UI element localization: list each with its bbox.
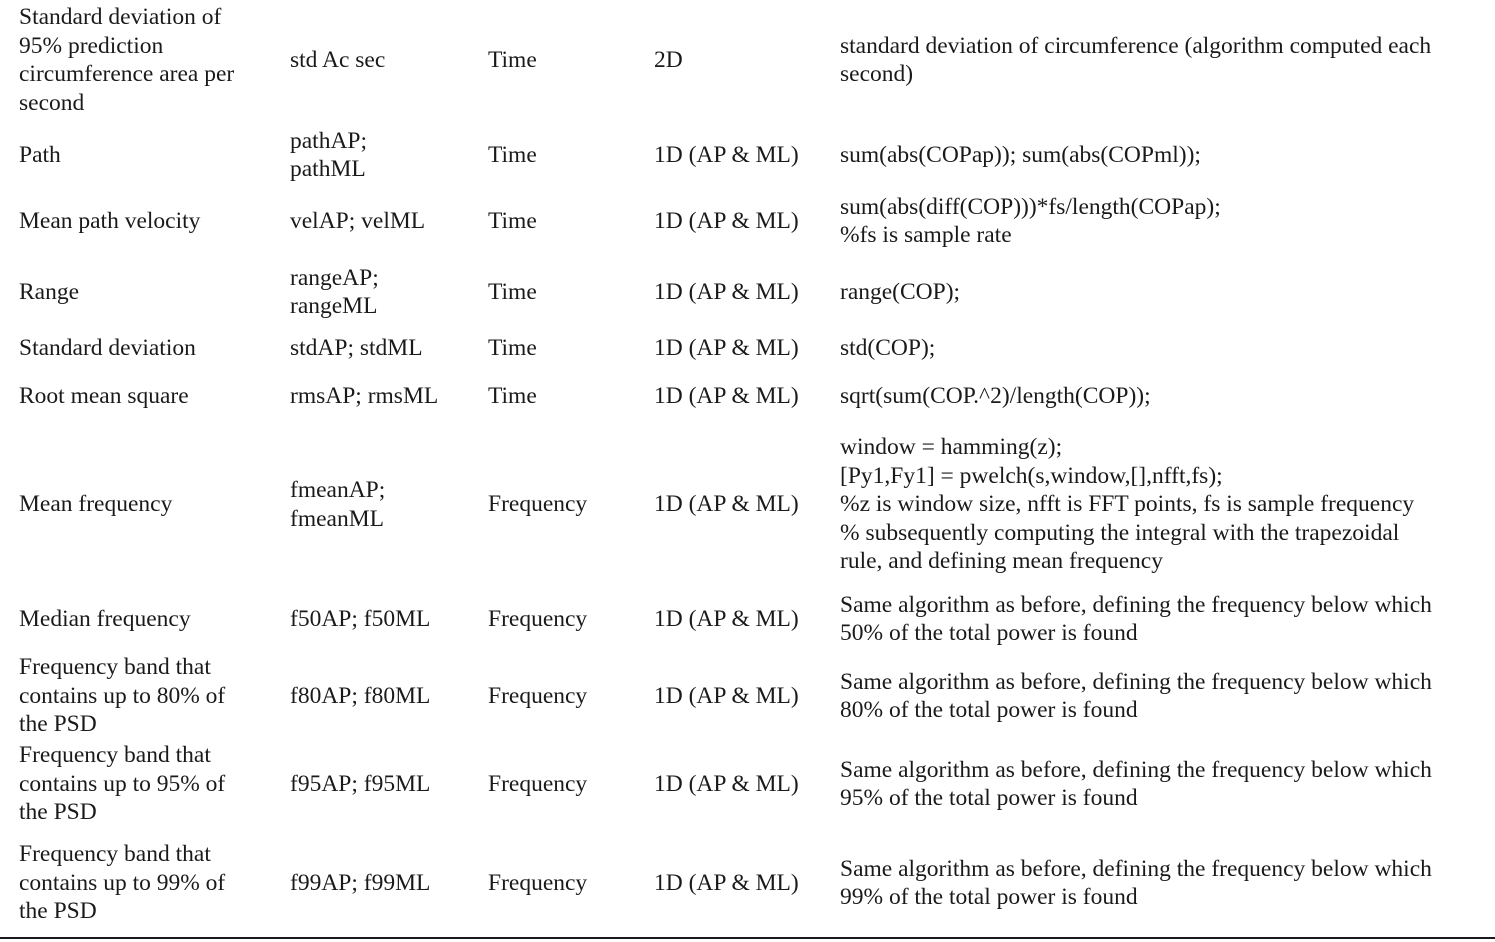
formula-cell bbox=[840, 741, 1485, 827]
feature-name-cell bbox=[19, 432, 274, 577]
domain-cell bbox=[488, 840, 648, 926]
dimension-cell bbox=[654, 653, 834, 739]
dimension-cell bbox=[654, 330, 834, 366]
formula: Same algorithm as before, defining the frequency below which 99% of the total power is found bbox=[840, 855, 1432, 910]
feature-name: Median frequency bbox=[19, 605, 191, 632]
feature-name: Root mean square bbox=[19, 382, 189, 409]
dimension: 1D (AP & ML) bbox=[654, 605, 799, 632]
table-row bbox=[0, 432, 1495, 577]
formula: range(COP); bbox=[840, 278, 961, 305]
feature-name-cell bbox=[19, 840, 274, 926]
dimension-cell bbox=[654, 263, 834, 321]
domain-cell bbox=[488, 590, 648, 648]
dimension: 1D (AP & ML) bbox=[654, 491, 799, 518]
domain: Frequency bbox=[488, 770, 588, 797]
abbreviation-cell bbox=[290, 126, 470, 184]
formula: Same algorithm as before, defining the frequency below which 95% of the total power is found bbox=[840, 756, 1432, 811]
formula-cell bbox=[840, 192, 1485, 250]
abbreviation: f80AP; f80ML bbox=[290, 682, 431, 709]
abbreviation-cell bbox=[290, 263, 470, 321]
domain: Time bbox=[488, 46, 537, 73]
table-row bbox=[0, 330, 1495, 366]
abbreviation: f99AP; f99ML bbox=[290, 869, 431, 896]
formula: Same algorithm as before, defining the frequency below which 50% of the total power is found bbox=[840, 591, 1432, 646]
domain-cell bbox=[488, 192, 648, 250]
abbreviation: rmsAP; rmsML bbox=[290, 382, 439, 409]
formula-cell bbox=[840, 263, 1485, 321]
formula: Same algorithm as before, defining the frequency below which 80% of the total power is found bbox=[840, 668, 1432, 723]
domain: Time bbox=[488, 278, 537, 305]
dimension-cell bbox=[654, 590, 834, 648]
abbreviation-cell bbox=[290, 330, 470, 366]
table-row bbox=[0, 2, 1495, 118]
table-row bbox=[0, 653, 1495, 739]
domain: Time bbox=[488, 207, 537, 234]
formula-cell bbox=[840, 432, 1485, 577]
abbreviation-cell bbox=[290, 192, 470, 250]
formula-cell bbox=[840, 590, 1485, 648]
abbreviation-cell bbox=[290, 840, 470, 926]
feature-name-cell bbox=[19, 590, 274, 648]
feature-name-cell bbox=[19, 741, 274, 827]
dimension: 1D (AP & ML) bbox=[654, 869, 799, 896]
abbreviation: pathAP; pathML bbox=[290, 127, 368, 182]
abbreviation: stdAP; stdML bbox=[290, 334, 423, 361]
domain-cell bbox=[488, 330, 648, 366]
abbreviation: f95AP; f95ML bbox=[290, 770, 431, 797]
feature-name: Frequency band that contains up to 95% of the PSD bbox=[19, 742, 226, 826]
domain: Frequency bbox=[488, 682, 588, 709]
feature-name: Path bbox=[19, 141, 61, 168]
domain: Frequency bbox=[488, 869, 588, 896]
dimension: 1D (AP & ML) bbox=[654, 382, 799, 409]
formula: standard deviation of circumference (algorithm computed each second) bbox=[840, 32, 1432, 87]
abbreviation: fmeanAP; fmeanML bbox=[290, 477, 386, 532]
dimension: 1D (AP & ML) bbox=[654, 207, 799, 234]
dimension-cell bbox=[654, 741, 834, 827]
formula: std(COP); bbox=[840, 334, 936, 361]
table-row bbox=[0, 192, 1495, 250]
feature-name-cell bbox=[19, 192, 274, 250]
table-row bbox=[0, 840, 1495, 926]
dimension: 1D (AP & ML) bbox=[654, 334, 799, 361]
abbreviation: velAP; velML bbox=[290, 207, 426, 234]
feature-name-cell bbox=[19, 330, 274, 366]
table-row bbox=[0, 378, 1495, 414]
domain-cell bbox=[488, 263, 648, 321]
dimension-cell bbox=[654, 192, 834, 250]
domain: Time bbox=[488, 382, 537, 409]
formula-cell bbox=[840, 653, 1485, 739]
feature-name-cell bbox=[19, 263, 274, 321]
formula-cell bbox=[840, 126, 1485, 184]
dimension: 1D (AP & ML) bbox=[654, 278, 799, 305]
abbreviation-cell bbox=[290, 432, 470, 577]
table-row bbox=[0, 263, 1495, 321]
feature-name: Mean path velocity bbox=[19, 207, 201, 234]
formula: sum(abs(diff(COP)))*fs/length(COPap); %fs is sample rate bbox=[840, 193, 1221, 248]
feature-name-cell bbox=[19, 378, 274, 414]
feature-name-cell bbox=[19, 2, 274, 118]
dimension: 1D (AP & ML) bbox=[654, 141, 799, 168]
abbreviation: f50AP; f50ML bbox=[290, 605, 431, 632]
domain-cell bbox=[488, 741, 648, 827]
domain: Frequency bbox=[488, 491, 588, 518]
formula: sqrt(sum(COP.^2)/length(COP)); bbox=[840, 382, 1151, 409]
dimension-cell bbox=[654, 432, 834, 577]
feature-name: Frequency band that contains up to 99% of the PSD bbox=[19, 841, 226, 925]
feature-name-cell bbox=[19, 126, 274, 184]
formula-cell bbox=[840, 378, 1485, 414]
abbreviation: std Ac sec bbox=[290, 46, 386, 73]
feature-name: Standard deviation bbox=[19, 334, 196, 361]
dimension: 1D (AP & ML) bbox=[654, 682, 799, 709]
formula: window = hamming(z); [Py1,Fy1] = pwelch(s,window,[],nfft,fs); %z is window size, nfft is FFT points, fs is sample frequency % subsequently computing the integral with the trapezoidal rule, and defining mean frequency bbox=[840, 434, 1415, 575]
formula-cell bbox=[840, 2, 1485, 118]
feature-name: Mean frequency bbox=[19, 491, 173, 518]
dimension-cell bbox=[654, 2, 834, 118]
domain: Frequency bbox=[488, 605, 588, 632]
domain: Time bbox=[488, 334, 537, 361]
feature-name: Range bbox=[19, 278, 80, 305]
abbreviation-cell bbox=[290, 2, 470, 118]
feature-name: Standard deviation of 95% prediction circumference area per second bbox=[19, 4, 235, 116]
abbreviation-cell bbox=[290, 378, 470, 414]
domain-cell bbox=[488, 432, 648, 577]
table-row bbox=[0, 590, 1495, 648]
dimension: 1D (AP & ML) bbox=[654, 770, 799, 797]
abbreviation-cell bbox=[290, 653, 470, 739]
abbreviation-cell bbox=[290, 741, 470, 827]
formula-cell bbox=[840, 330, 1485, 366]
domain: Time bbox=[488, 141, 537, 168]
domain-cell bbox=[488, 378, 648, 414]
abbreviation: rangeAP; rangeML bbox=[290, 264, 379, 319]
table-bottom-rule bbox=[0, 937, 1495, 939]
feature-name-cell bbox=[19, 653, 274, 739]
domain-cell bbox=[488, 126, 648, 184]
table-row bbox=[0, 741, 1495, 827]
dimension-cell bbox=[654, 840, 834, 926]
dimension: 2D bbox=[654, 46, 683, 73]
formula-cell bbox=[840, 840, 1485, 926]
table-row bbox=[0, 126, 1495, 184]
feature-name: Frequency band that contains up to 80% of the PSD bbox=[19, 654, 226, 738]
formula: sum(abs(COPap)); sum(abs(COPml)); bbox=[840, 141, 1201, 168]
dimension-cell bbox=[654, 378, 834, 414]
abbreviation-cell bbox=[290, 590, 470, 648]
domain-cell bbox=[488, 653, 648, 739]
dimension-cell bbox=[654, 126, 834, 184]
domain-cell bbox=[488, 2, 648, 118]
